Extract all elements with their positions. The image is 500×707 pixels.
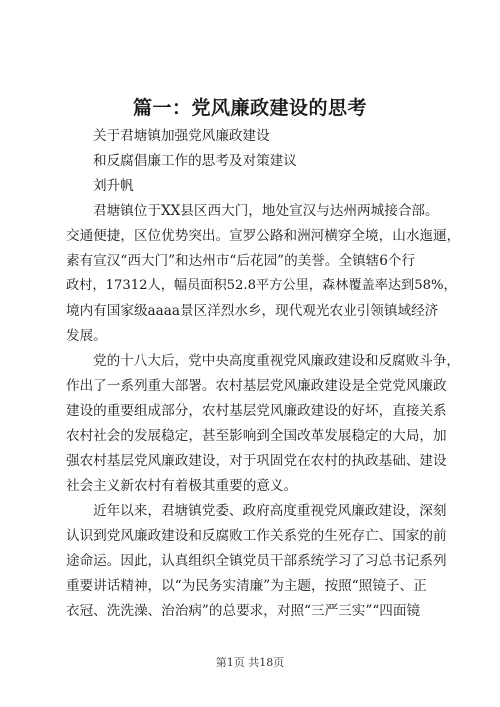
paragraph-2-line: 党的十八大后，党中央高度重视党风廉政建设和反腐败斗争， xyxy=(93,353,461,369)
document-title: 篇一：党风廉政建设的思考 xyxy=(132,97,367,119)
paragraph-1-line: 交通便捷，区位优势突出。宣罗公路和洲河横穿全境，山水迤逦， xyxy=(66,228,461,244)
paragraph-1-line: 政村，17312人，幅员面积52.8平方公里，森林覆盖率达到58%， xyxy=(66,278,457,293)
paragraph-3-line: 近年以来，君塘镇党委、政府高度重视党风廉政建设，深刻 xyxy=(93,503,447,519)
paragraph-2-line: 建设的重要组成部分，农村基层党风廉政建设的好坏，直接关系 xyxy=(66,403,447,419)
paragraph-2-line: 社会主义新农村有着极其重要的意义。 xyxy=(66,478,298,494)
paragraph-3-line: 认识到党风廉政建设和反腐败工作关系党的生死存亡、国家的前 xyxy=(66,528,447,544)
paragraph-3-line: 重要讲话精神，以“为民务实清廉”为主题，按照“照镜子、正 xyxy=(66,578,427,594)
paragraph-2-line: 强农村基层党风廉政建设，对于巩固党在农村的执政基础、建设 xyxy=(66,453,447,469)
paragraph-2-line: 农村社会的发展稳定，甚至影响到全国改革发展稳定的大局，加 xyxy=(66,428,447,444)
paragraph-2-line: 作出了一系列重大部署。农村基层党风廉政建设是全党党风廉政 xyxy=(66,378,447,394)
paragraph-1-line: 素有宣汉“西大门”和达州市“后花园”的美誉。全镇辖6个行 xyxy=(66,253,416,269)
author-name: 刘升帆 xyxy=(93,178,134,194)
subtitle-line-1: 关于君塘镇加强党风廉政建设 xyxy=(93,128,270,144)
paragraph-1-line: 君塘镇位于XX县区西大门，地处宣汉与达州两城接合部。 xyxy=(93,203,439,219)
paragraph-1-line: 境内有国家级aaaa景区洋烈水乡，现代观光农业引领镇域经济 xyxy=(66,303,439,319)
paragraph-3-line: 衣冠、洗洗澡、治治病”的总要求，对照“三严三实”“四面镜 xyxy=(66,603,421,619)
subtitle-line-2: 和反腐倡廉工作的思考及对策建议 xyxy=(93,153,297,169)
paragraph-3-line: 途命运。因此，认真组织全镇党员干部系统学习了习总书记系列 xyxy=(66,553,447,569)
paragraph-1-line: 发展。 xyxy=(66,328,107,344)
page-number-footer: 第1页 共18页 xyxy=(215,656,285,669)
